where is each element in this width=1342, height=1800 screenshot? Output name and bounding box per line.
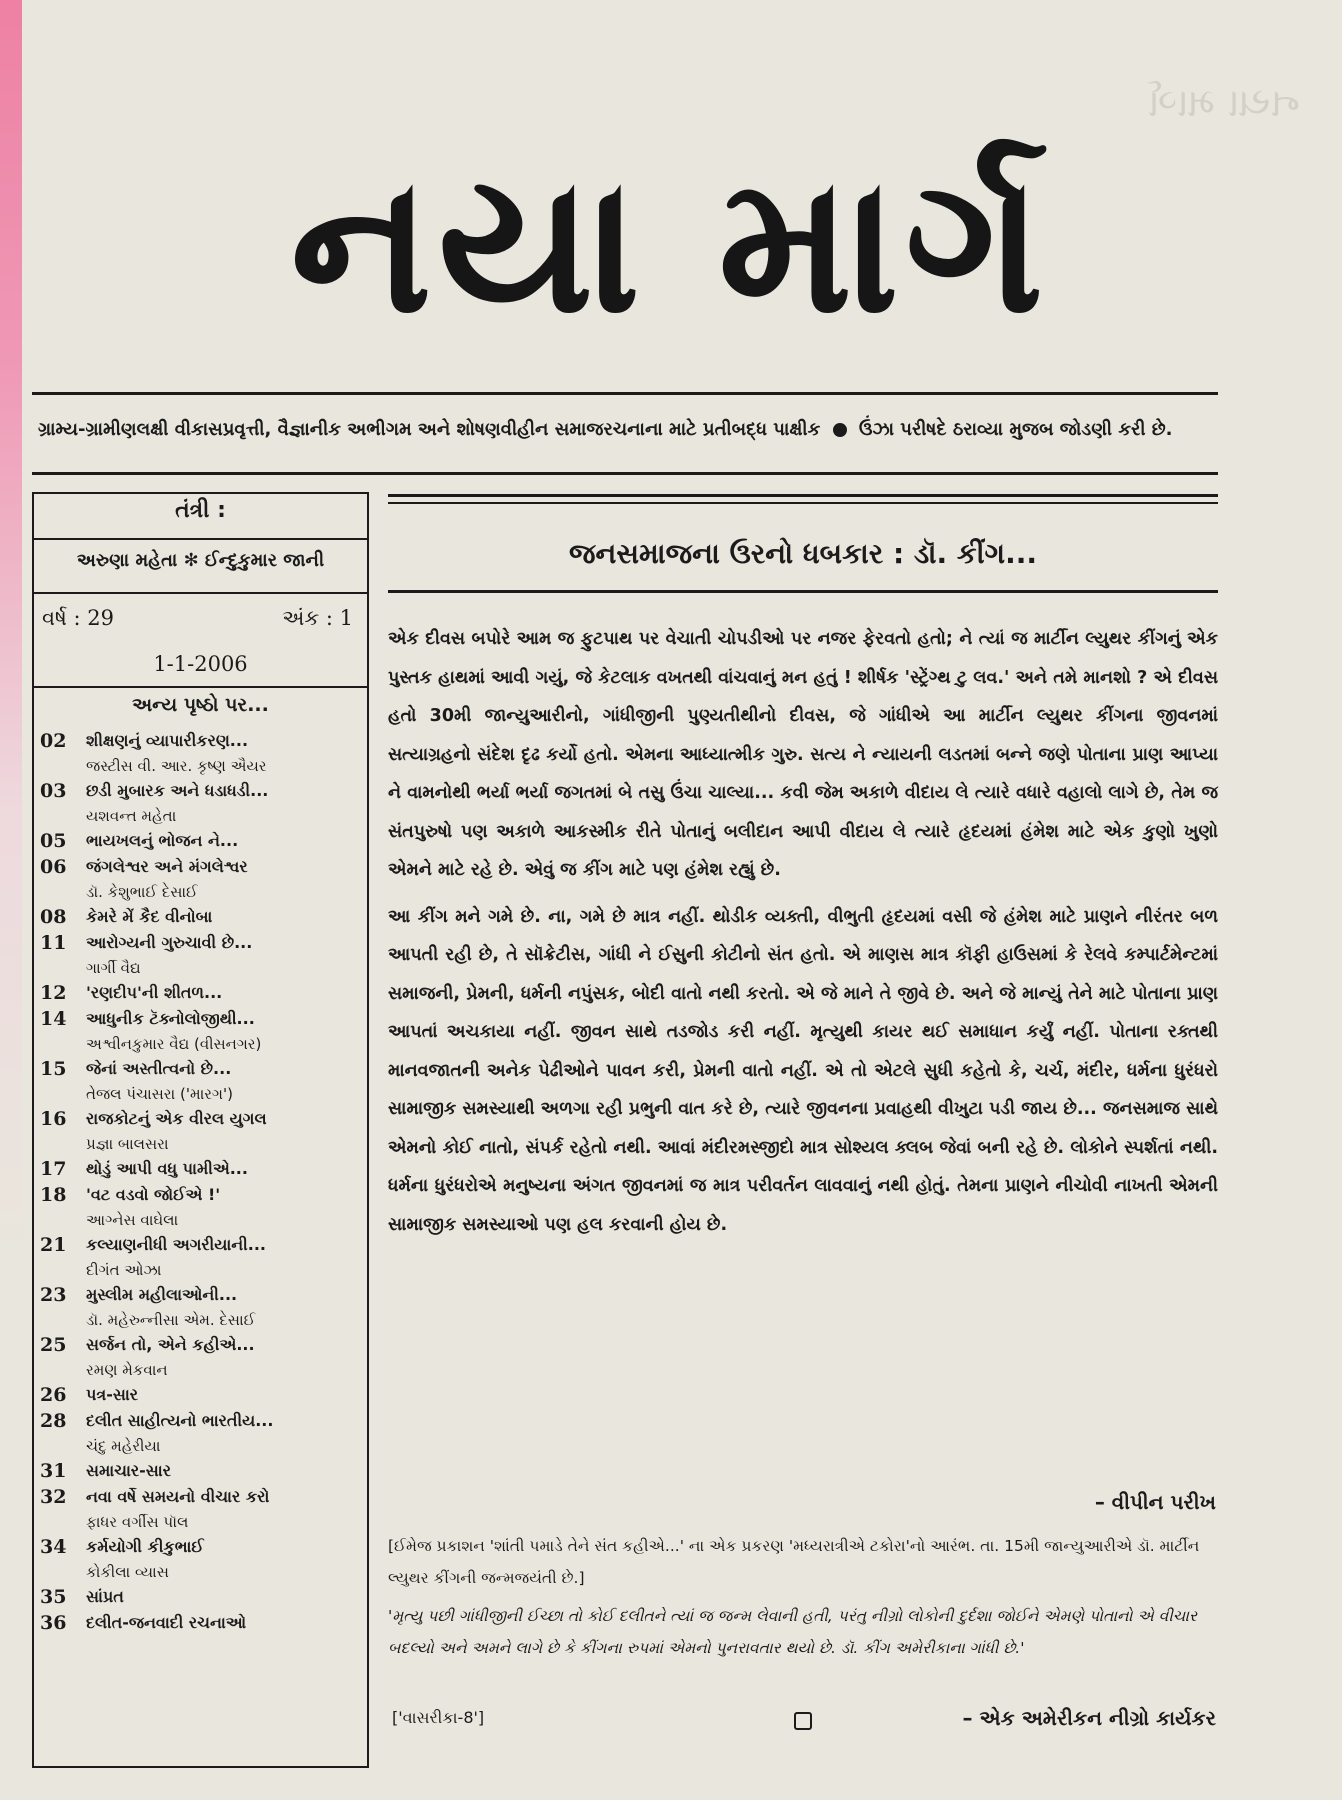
toc-entry — [40, 1282, 360, 1332]
toc-title: દલીત-જનવાદી રચનાઓ — [86, 1613, 247, 1632]
toc-title: સર્જન તો, એને કહીએ... — [86, 1335, 255, 1354]
toc-title: 'રણદીપ'ની શીતળ... — [86, 983, 223, 1002]
issue-number: અંક : 1 — [282, 606, 353, 630]
toc-entry — [40, 1484, 360, 1534]
toc-author: ડૉ. કેશુભાઈ દેસાઈ — [86, 883, 198, 901]
bullet-icon — [833, 423, 847, 437]
end-mark-icon — [794, 1712, 812, 1730]
toc-title: ભાયખલનું ભોજન ને... — [86, 831, 239, 850]
toc-title: 'વટ વડવો જોઈએ !' — [86, 1185, 221, 1204]
toc-heading: અન્ય પૃષ્ઠો પર... — [132, 694, 269, 716]
toc-title: કલ્યાણનીધી અગરીયાની... — [86, 1235, 266, 1254]
editor-names: અરુણા મહેતા ✻ ઈન્દુકુમાર જાની — [76, 550, 325, 571]
article-title-rule — [388, 590, 1218, 593]
toc-page-number: 16 — [40, 1108, 67, 1130]
article-byline: – વીપીન પરીખ — [1094, 1490, 1216, 1514]
toc-title: કેમરે મેં કૈદ વીનોબા — [86, 907, 213, 926]
toc-entry — [40, 728, 360, 778]
sidebar-divider — [34, 686, 367, 688]
toc-page-number: 15 — [40, 1058, 67, 1080]
toc-title: દલીત સાહીત્યનો ભારતીય... — [86, 1411, 274, 1430]
issue-date: 1-1-2006 — [153, 652, 248, 676]
toc-title: સમાચાર-સાર — [86, 1461, 171, 1480]
toc-entry — [40, 1584, 360, 1610]
toc-title: જંગલેશ્વર અને મંગલેશ્વર — [86, 857, 248, 876]
toc-entry — [40, 1056, 360, 1106]
toc-title: આધુનીક ટૅક્નોલોજીથી... — [86, 1009, 255, 1028]
toc-entry — [40, 828, 360, 854]
toc-title: નવા વર્ષે સમયનો વીચાર કરો — [86, 1487, 270, 1506]
toc-title: થોડું આપી વધુ પામીએ... — [86, 1159, 248, 1178]
toc-entry — [40, 1232, 360, 1282]
toc-page-number: 11 — [40, 932, 67, 954]
toc-page-number: 26 — [40, 1384, 67, 1406]
toc-page-number: 12 — [40, 982, 67, 1004]
tagline — [38, 413, 1218, 447]
toc-page-number: 05 — [40, 830, 67, 852]
toc-entry — [40, 778, 360, 828]
toc-entry — [40, 1458, 360, 1484]
toc-page-number: 17 — [40, 1158, 67, 1180]
sidebar-divider — [34, 538, 367, 540]
toc-entry — [40, 1408, 360, 1458]
toc-entry — [40, 1534, 360, 1584]
show-through-text: નયા માર્ગ — [1147, 80, 1300, 126]
article-body — [388, 620, 1218, 1252]
tagline-rule — [32, 472, 1218, 475]
toc-page-number: 23 — [40, 1284, 67, 1306]
toc-page-number: 35 — [40, 1586, 67, 1608]
toc-title: આરોગ્યની ગુરુચાવી છે... — [86, 933, 253, 952]
toc-entry — [40, 1006, 360, 1056]
toc-page-number: 06 — [40, 856, 67, 878]
article-title: જનસમાજના ઉરનો ધબકાર : ડૉ. કીંગ... — [568, 537, 1038, 570]
toc-author: ગાર્ગી વૈદ્ય — [86, 959, 141, 977]
toc-title: રાજકોટનું એક વીરલ યુગલ — [86, 1109, 267, 1128]
toc-page-number: 32 — [40, 1486, 67, 1508]
toc-page-number: 03 — [40, 780, 67, 802]
toc-entry — [40, 930, 360, 980]
toc-title: સાંપ્રત — [86, 1587, 124, 1606]
toc-page-number: 34 — [40, 1536, 67, 1558]
article-top-rule — [388, 494, 1218, 497]
tagline-left: ગ્રામ્ય-ગ્રામીણલક્ષી વીકાસપ્રવૃત્તી, વૈજ્ઞાનીક અભીગમ અને શોષણવીહીન સમાજરચનાના માટે પ્રતીબદ્ધ પાક્ષીક — [38, 419, 821, 440]
toc-page-number: 36 — [40, 1612, 67, 1634]
toc-entry — [40, 1382, 360, 1408]
editor-label: તંત્રી : — [175, 498, 226, 523]
tagline-right: ઉંઝા પરીષદે ઠરાવ્યા મુજબ જોડણી કરી છે. — [858, 419, 1173, 440]
quote-signature: – એક અમેરીકન નીગ્રો કાર્યકર — [962, 1706, 1216, 1730]
toc-entry — [40, 1332, 360, 1382]
article-source-note: [ઈમેજ પ્રકાશન 'શાંતી પમાડે તેને સંત કહીએ...' ના એક પ્રકરણ 'મધ્યરાત્રીએ ટકોરા'નો આરંભ. તા. 15મી જાન્યુઆરીએ ડૉ. માર્ટીન લ્યુથર કીંગની જન્મજયંતી છે.] — [388, 1537, 1200, 1587]
toc-entry — [40, 1156, 360, 1182]
masthead-rule — [32, 392, 1218, 395]
toc-page-number: 21 — [40, 1234, 67, 1256]
toc-page-number: 25 — [40, 1334, 67, 1356]
toc-author: આગ્નેસ વાઘેલા — [86, 1211, 179, 1229]
toc-title: છડી મુબારક અને ધડાધડી... — [86, 781, 269, 800]
toc-entry — [40, 1610, 360, 1636]
toc-page-number: 28 — [40, 1410, 67, 1432]
volume-year: વર્ષ : 29 — [42, 606, 114, 630]
pink-edge-mark — [0, 0, 22, 1800]
toc-title: પત્ર-સાર — [86, 1385, 139, 1404]
toc-entry — [40, 1182, 360, 1232]
sidebar-divider — [34, 592, 367, 594]
quote-source: ['વાસરીકા-8'] — [392, 1708, 485, 1727]
article-top-rule — [388, 502, 1218, 504]
toc-author: અશ્વીનકુમાર વૈદ્ય (વીસનગર) — [86, 1035, 262, 1053]
toc-entry — [40, 980, 360, 1006]
toc-author: રમણ મેકવાન — [86, 1361, 168, 1379]
toc-title: શીક્ષણનું વ્યાપારીકરણ... — [86, 731, 249, 750]
article-paragraph: આ કીંગ મને ગમે છે. ના, ગમે છે માત્ર નહીં. થોડીક વ્યક્તી, વીભુતી હૃદયમાં વસી જે હંમેશ માટે પ્રાણને નીરંતર બળ આપતી રહી છે, તે સૉક્રેટીસ, ગાંધી ને ઈસુની કોટીનો સંત હતો. એ માણસ માત્ર કૉફી હાઉસમાં કે રેલવે કમ્પાર્ટમેન્ટમાં સમાજની, પ્રેમની, ધર્મની નપુંસક, બોદી વાતો નથી કરતો. એ જે માને તે જીવે છે. અને જે માન્યું તેને માટે પોતાના પ્રાણ આપતાં અચકાયા નહીં. જીવન સાથે તડજોડ કરી નહીં. મૃત્યુથી કાયર થઈ સમાધાન કર્યું નહીં. પોતાના રક્તથી માનવજાતની અનેક પેઢીઓને પાવન કરી, પ્રેમની વાતો નહીં. એ તો એટલે સુધી કહેતો કે, ચર્ચ, મંદીર, ધર્મના ધુરંધરો સામાજીક સમસ્યાથી અળગા રહી પ્રભુની વાત કરે છે, ત્યારે જીવનના પ્રવાહથી વીખુટા પડી જાય છે... જનસમાજ સાથે એમનો કોઈ નાતો, સંપર્ક રહેતો નથી. આવાં મંદીરમસ્જીદો માત્ર સોશ્યલ ક્લબ જેવાં બની રહે છે. લોકોને સ્પર્શતાં નથી. ધર્મના ધુરંધરોએ મનુષ્યના અંગત જીવનમાં જ માત્ર પરીવર્તન લાવવાનું નથી હોતું. તેમના પ્રાણને નીચોવી નાખતી એમની સામાજીક સમસ્યાઓ પણ હલ કરવાની હોય છે. — [388, 906, 1218, 1235]
toc-author: યશવન્ત મહેતા — [86, 807, 177, 825]
toc-entry — [40, 1106, 360, 1156]
masthead-title: નયા માર્ગ — [290, 134, 1050, 355]
toc-page-number: 31 — [40, 1460, 67, 1482]
toc-page-number: 08 — [40, 906, 67, 928]
toc-page-number: 14 — [40, 1008, 67, 1030]
toc-page-number: 18 — [40, 1184, 67, 1206]
toc-author: ફાધર વર્ગીસ પૉલ — [86, 1513, 189, 1531]
toc-author: પ્રજ્ઞા બાલસરા — [86, 1135, 169, 1153]
toc-author: જસ્ટીસ વી. આર. કૃષ્ણ ઐયર — [86, 757, 267, 775]
table-of-contents — [40, 728, 360, 1636]
editorial-sidebar — [32, 492, 369, 1768]
article-paragraph: એક દીવસ બપોરે આમ જ ફુટપાથ પર વેચાતી ચોપડીઓ પર નજર ફેરવતો હતો; ને ત્યાં જ માર્ટીન લ્યુથર કીંગનું એક પુસ્તક હાથમાં આવી ગયું, જે કેટલાક વખતથી વાંચવાનું મન હતું ! શીર્ષક 'સ્ટ્રેંગ્થ ટુ લવ.' અને તમે માનશો ? એ દીવસ હતો 30મી જાન્યુઆરીનો, ગાંધીજીની પુણ્યતીથીનો દીવસ, જે ગાંધીએ આ માર્ટીન લ્યુથર કીંગના જીવનમાં સત્યાગ્રહનો સંદેશ દૃઢ કર્યો હતો. એમના આધ્યાત્મીક ગુરુ. સત્ય ને ન્યાયની લડતમાં બન્ને જણે પોતાના પ્રાણ આપ્યા ને વામનોથી ભર્યા ભર્યા જગતમાં બે તસુ ઉંચા ચાલ્યા... કવી જેમ અકાળે વીદાય લે ત્યારે વધારે વહાલો લાગે છે, તેમ જ સંતપુરુષો પણ અકાળે આકસ્મીક રીતે પોતાનું બલીદાન આપી વીદાય લે ત્યારે હૃદયમાં હંમેશ માટે એક કુણો ખુણો એમને માટે રહે છે. એવું જ કીંગ માટે પણ હંમેશ રહ્યું છે. — [388, 629, 1218, 880]
toc-entry — [40, 854, 360, 904]
toc-author: તેજલ પંચાસરા ('મારગ') — [86, 1085, 233, 1103]
toc-author: ચંદુ મહેરીયા — [86, 1437, 161, 1455]
toc-title: કર્મયોગી કીકુભાઈ — [86, 1537, 204, 1556]
toc-page-number: 02 — [40, 730, 67, 752]
toc-title: મુસ્લીમ મહીલાઓની... — [86, 1285, 238, 1304]
article-quote: 'મૃત્યુ પછી ગાંધીજીની ઈચ્છા તો કોઈ દલીતને ત્યાં જ જન્મ લેવાની હતી, પરંતુ નીગ્રો લોકોની દુર્દશા જોઈને એમણે પોતાનો એ વીચાર બદલ્યો અને અમને લાગે છે કે કીંગના રુપમાં એમનો પુનરાવતાર થયો છે. ડૉ. કીંગ અમેરીકાના ગાંધી છે.' — [388, 1607, 1197, 1657]
toc-author: દીગંત ઓઝા — [86, 1261, 162, 1279]
toc-entry — [40, 904, 360, 930]
toc-author: કોકીલા વ્યાસ — [86, 1563, 169, 1581]
toc-title: જેનાં અસ્તીત્વનો છે... — [86, 1059, 232, 1078]
toc-author: ડૉ. મહેરુન્નીસા એમ. દેસાઈ — [86, 1311, 256, 1329]
